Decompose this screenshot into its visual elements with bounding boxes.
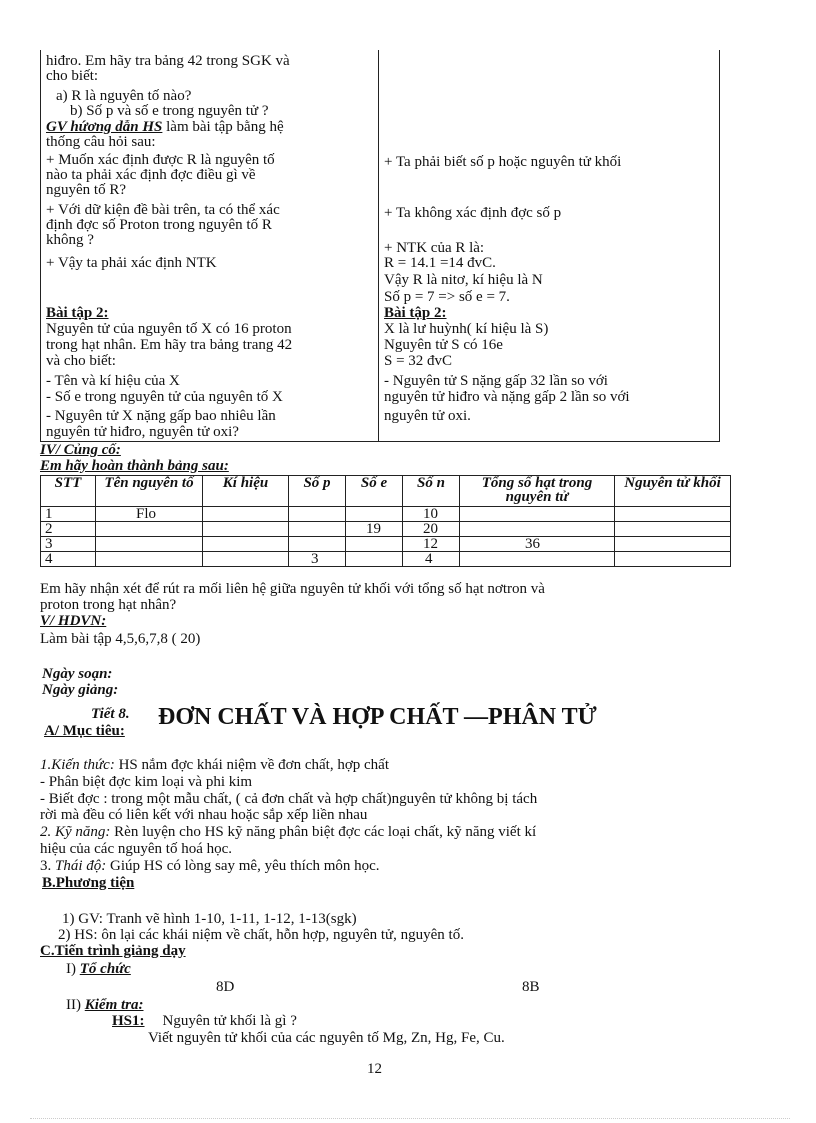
ngay-soan: Ngày soạn: xyxy=(42,666,113,682)
section-4-subheading: Em hãy hoàn thành bảng sau: xyxy=(40,458,229,474)
left-line: cho biết: xyxy=(46,68,99,84)
left-line: a) R là nguyên tố nào? xyxy=(56,88,192,104)
header-symbol: Kí hiệu xyxy=(203,476,289,507)
table-cell xyxy=(460,507,615,522)
table-cell xyxy=(96,537,203,552)
left-line: hiđro. Em hãy tra bảng 42 trong SGK và xyxy=(46,53,290,69)
left-line: b) Số p và số e trong nguyên tử ? xyxy=(70,103,269,119)
left-line: + Vậy ta phải xác định NTK xyxy=(46,255,217,271)
section-b-item: 1) GV: Tranh vẽ hình 1-10, 1-11, 1-12, 1-13(sgk) xyxy=(62,911,357,927)
hs1-line xyxy=(112,1014,297,1029)
right-line: R = 14.1 =14 đvC. xyxy=(384,255,496,271)
objective-line: hiệu của các nguyên tố hoá học. xyxy=(40,841,233,857)
section-5-text: Làm bài tập 4,5,6,7,8 ( 20) xyxy=(40,631,201,647)
table-cell xyxy=(615,522,731,537)
table-cell xyxy=(460,552,615,567)
gv-text: làm bài tập bằng hệ xyxy=(162,119,284,135)
header-neutrons: Số n xyxy=(403,476,460,507)
remark-line: Em hãy nhận xét để rút ra mối liên hệ giữa nguyên tử khối với tổng số hạt nơtron và xyxy=(40,581,545,597)
header-stt: STT xyxy=(41,476,96,507)
organization-number: I) xyxy=(66,961,80,977)
organization-line xyxy=(66,962,131,977)
left-line: thống câu hỏi sau: xyxy=(46,134,156,150)
left-line: định đợc số Proton trong nguyên tố R xyxy=(46,217,272,233)
class-8b: 8B xyxy=(522,979,540,995)
table-cell: 1 xyxy=(41,507,96,522)
left-line: không ? xyxy=(46,232,94,248)
left-line: - Nguyên tử X nặng gấp bao nhiêu lần xyxy=(46,408,276,424)
right-line: X là lư huỳnh( kí hiệu là S) xyxy=(384,321,549,337)
objective-skill xyxy=(40,825,536,840)
remark-line: proton trong hạt nhân? xyxy=(40,597,177,613)
section-a-heading: A/ Mục tiêu: xyxy=(44,723,125,739)
right-line: + Ta không xác định đợc số p xyxy=(384,205,562,221)
knowledge-label: 1.Kiến thức: xyxy=(40,757,115,773)
hs1-label: HS1: xyxy=(112,1013,145,1029)
table-border-right xyxy=(719,50,720,442)
table-row xyxy=(41,507,731,522)
table-row xyxy=(41,552,731,567)
exercise-2-heading-right: Bài tập 2: xyxy=(384,305,447,321)
right-line: Số p = 7 => số e = 7. xyxy=(384,289,510,305)
table-cell xyxy=(346,507,403,522)
check-number: II) xyxy=(66,997,85,1013)
table-cell: 3 xyxy=(289,552,346,567)
table-cell: Flo xyxy=(96,507,203,522)
left-line: + Với dữ kiện đề bài trên, ta có thể xác xyxy=(46,202,280,218)
objective-attitude xyxy=(40,859,380,874)
header-element-name: Tên nguyên tố xyxy=(96,476,203,507)
right-line: nguyên tử oxi. xyxy=(384,408,471,424)
right-line: Vậy R là nitơ, kí hiệu là N xyxy=(384,272,543,288)
table-cell: 10 xyxy=(403,507,460,522)
header-electrons: Số e xyxy=(346,476,403,507)
attitude-number: 3. xyxy=(40,858,55,874)
check-label: Kiểm tra: xyxy=(84,997,144,1013)
table-cell: 4 xyxy=(41,552,96,567)
table-cell xyxy=(615,507,731,522)
table-cell xyxy=(615,537,731,552)
table-cell: 12 xyxy=(403,537,460,552)
left-line: - Tên và kí hiệu của X xyxy=(46,373,180,389)
organization-label: Tổ chức xyxy=(79,961,131,977)
left-line: nguyên tố R? xyxy=(46,182,126,198)
left-line: trong hạt nhân. Em hãy tra bảng trang 42 xyxy=(46,337,293,353)
table-cell xyxy=(203,552,289,567)
objective-line: - Biết đợc : trong một mẫu chất, ( cả đơn chất và hợp chất)nguyên tử không bị tách xyxy=(40,791,538,807)
table-row xyxy=(41,537,731,552)
table-cell xyxy=(203,507,289,522)
skill-label: 2. Kỹ năng: xyxy=(40,824,111,840)
lesson-title: ĐƠN CHẤT VÀ HỢP CHẤT —PHÂN TỬ xyxy=(158,704,597,730)
right-line: - Nguyên tử S nặng gấp 32 lần so với xyxy=(384,373,608,389)
table-cell xyxy=(346,537,403,552)
right-line: nguyên tử hiđro và nặng gấp 2 lần so với xyxy=(384,389,630,405)
left-line: + Muốn xác định được R là nguyên tố xyxy=(46,152,275,168)
hs1-question-2: Viết nguyên tử khối của các nguyên tố Mg, Zn, Hg, Fe, Cu. xyxy=(148,1030,505,1046)
section-b-heading: B.Phương tiện xyxy=(42,875,135,891)
left-line: và cho biết: xyxy=(46,353,116,369)
section-c-heading: C.Tiến trình giảng dạy xyxy=(40,943,186,959)
table-header-row xyxy=(41,476,731,507)
right-line: + NTK của R là: xyxy=(384,240,485,256)
attitude-text: Giúp HS có lòng say mê, yêu thích môn học. xyxy=(106,858,380,874)
table-cell: 2 xyxy=(41,522,96,537)
table-cell: 19 xyxy=(346,522,403,537)
header-protons: Số p xyxy=(289,476,346,507)
table-cell: 4 xyxy=(403,552,460,567)
table-cell: 20 xyxy=(403,522,460,537)
left-line: nào ta phải xác định đợc điều gì về xyxy=(46,167,256,183)
table-cell xyxy=(289,507,346,522)
table-cell xyxy=(96,522,203,537)
table-cell xyxy=(289,537,346,552)
right-line: + Ta phải biết số p hoặc nguyên tử khối xyxy=(384,154,622,170)
right-line: Nguyên tử S có 16e xyxy=(384,337,503,353)
table-cell xyxy=(203,522,289,537)
table-border-middle xyxy=(378,50,379,442)
table-border-bottom xyxy=(40,441,720,442)
attitude-label: Thái độ: xyxy=(55,858,107,874)
header-total-particles: Tổng số hạt trong nguyên tử xyxy=(460,476,615,507)
exercise-table xyxy=(40,475,731,567)
knowledge-text: HS nắm đợc khái niệm về đơn chất, hợp chất xyxy=(114,757,389,773)
left-line: nguyên tử hiđro, nguyên tử oxi? xyxy=(46,424,239,440)
objective-knowledge xyxy=(40,758,389,773)
check-line xyxy=(66,998,144,1013)
table-cell xyxy=(203,537,289,552)
right-line: S = 32 đvC xyxy=(384,353,453,369)
table-cell xyxy=(96,552,203,567)
table-cell xyxy=(460,522,615,537)
table-cell: 36 xyxy=(460,537,615,552)
left-line: - Số e trong nguyên tử của nguyên tố X xyxy=(46,389,283,405)
table-row xyxy=(41,522,731,537)
section-4-heading: IV/ Củng cố: xyxy=(40,442,121,458)
class-8d: 8D xyxy=(216,979,235,995)
left-line-gv xyxy=(46,120,284,135)
page-number: 12 xyxy=(367,1061,382,1077)
lesson-number: Tiết 8. xyxy=(91,706,130,722)
objective-line: rời mà đều có liên kết với nhau hoặc sắp xếp liền nhau xyxy=(40,807,368,823)
table-cell xyxy=(346,552,403,567)
hs1-question-1: Nguyên tử khối là gì ? xyxy=(162,1013,297,1029)
skill-text: Rèn luyện cho HS kỹ năng phân biệt đợc các loại chất, kỹ năng viết kí xyxy=(110,824,537,840)
header-atomic-mass: Nguyên tử khối xyxy=(615,476,731,507)
table-border-left xyxy=(40,50,41,442)
section-b-item: 2) HS: ôn lại các khái niệm về chất, hỗn hợp, nguyên tử, nguyên tố. xyxy=(58,927,464,943)
table-cell xyxy=(289,522,346,537)
table-cell xyxy=(615,552,731,567)
ngay-giang: Ngày giảng: xyxy=(42,682,119,698)
gv-label: GV hứơng dẫn HS xyxy=(46,119,163,135)
left-line: Nguyên tử của nguyên tố X có 16 proton xyxy=(46,321,292,337)
section-5-heading: V/ HDVN: xyxy=(40,613,107,629)
objective-line: - Phân biệt đợc kim loại và phi kim xyxy=(40,774,253,790)
exercise-2-heading-left: Bài tập 2: xyxy=(46,305,109,321)
page-bottom-divider xyxy=(30,1118,790,1119)
table-cell: 3 xyxy=(41,537,96,552)
